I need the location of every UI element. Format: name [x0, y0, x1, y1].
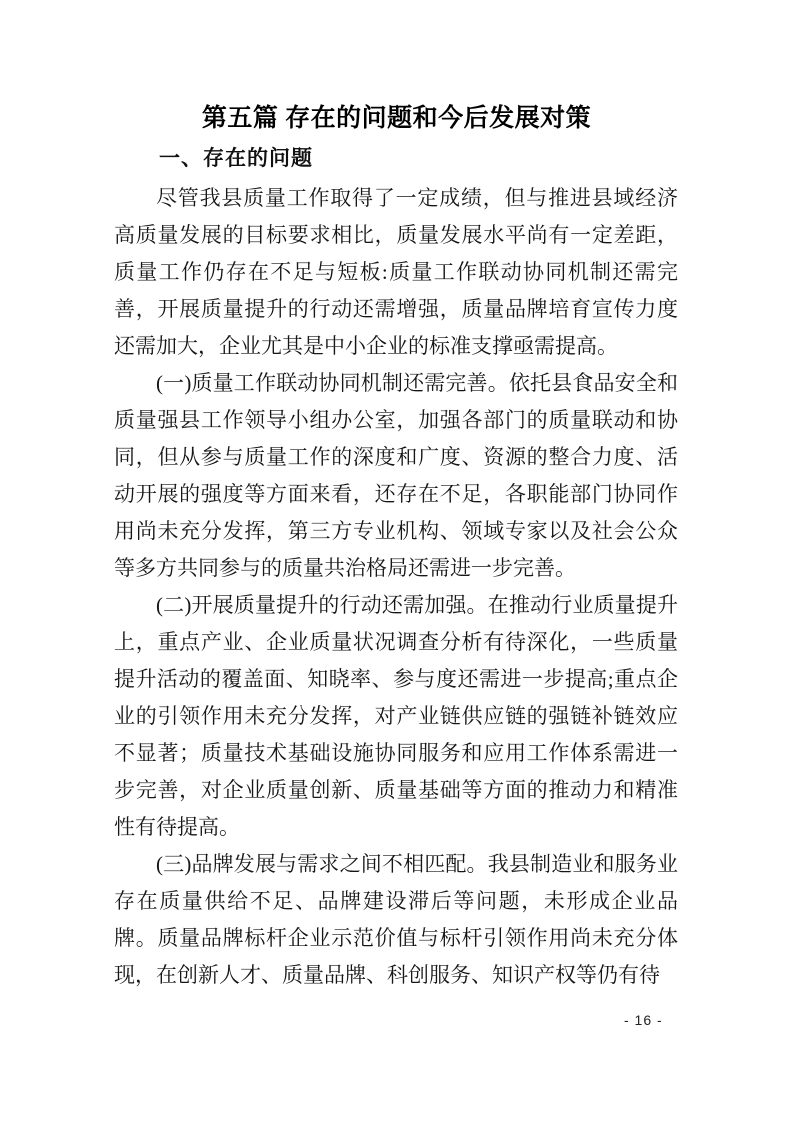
paragraph-item-3: (三)品牌发展与需求之间不相匹配。我县制造业和服务业存在质量供给不足、品牌建设滞后等问题，未形成企业品牌。质量品牌标杆企业示范价值与标杆引领作用尚未充分体现，在创新人才、质量品牌、科创服务、知识产权等仍有待	[114, 852, 678, 987]
section-heading: 一、存在的问题	[159, 147, 313, 170]
document-body	[114, 180, 678, 994]
paragraph-item-1: (一)质量工作联动协同机制还需完善。依托县食品安全和质量强县工作领导小组办公室，加强各部门的质量联动和协同，但从参与质量工作的深度和广度、资源的整合力度、活动开展的强度等方面来看，还存在不足，各职能部门协同作用尚未充分发挥，第三方专业机构、领域专家以及社会公众等多方共同参与的质量共治格局还需进一步完善。	[114, 371, 678, 580]
page-number: - 16 -	[624, 1012, 663, 1028]
document-title: 第五篇 存在的问题和今后发展对策	[201, 105, 592, 132]
paragraph-intro: 尽管我县质量工作取得了一定成绩，但与推进县域经济高质量发展的目标要求相比，质量发展水平尚有一定差距，质量工作仍存在不足与短板:质量工作联动协同机制还需完善，开展质量提升的行动还需增强，质量品牌培育宣传力度还需加大，企业尤其是中小企业的标准支撑亟需提高。	[114, 186, 678, 358]
paragraph-item-2: (二)开展质量提升的行动还需加强。在推动行业质量提升上，重点产业、企业质量状况调查分析有待深化，一些质量提升活动的覆盖面、知晓率、参与度还需进一步提高;重点企业的引领作用未充分发挥，对产业链供应链的强链补链效应不显著；质量技术基础设施协同服务和应用工作体系需进一步完善，对企业质量创新、质量基础等方面的推动力和精准性有待提高。	[114, 593, 678, 839]
